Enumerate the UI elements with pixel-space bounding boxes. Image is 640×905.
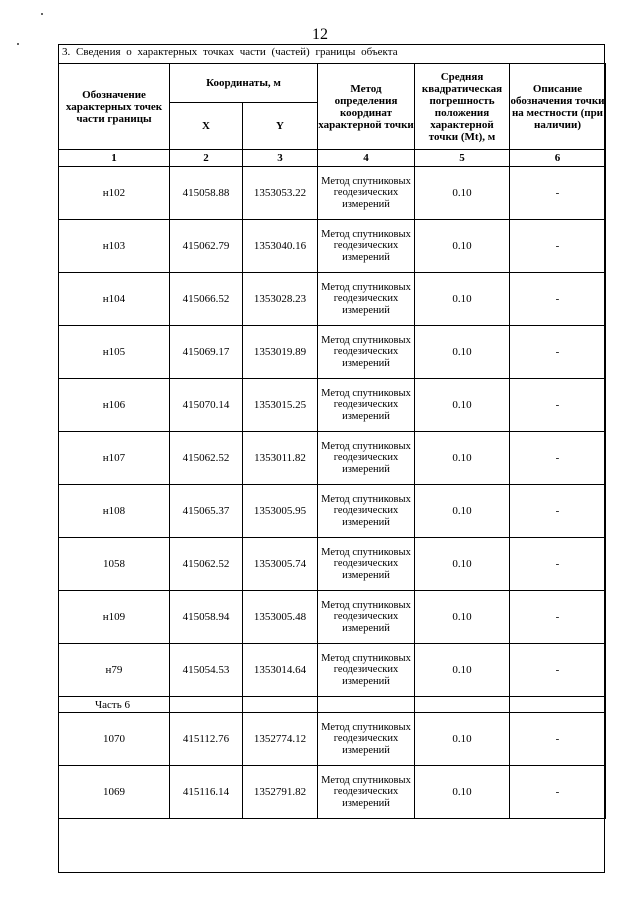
table-row — [59, 379, 606, 432]
method-cell: Метод спутниковых геодезических измерений — [318, 379, 415, 432]
point-designation: н79 — [59, 644, 170, 697]
header-mean-error: Средняя квадратическая погрешность положения характерной точки (Mt), м — [415, 64, 510, 150]
table-row — [59, 538, 606, 591]
method-cell: Метод спутниковых геодезических измерений — [318, 167, 415, 220]
coord-x: 415062.79 — [170, 220, 243, 273]
method-cell: Метод спутниковых геодезических измерений — [318, 766, 415, 819]
header-description: Описание обозначения точки на местности (при наличии) — [510, 64, 606, 150]
description-cell: - — [510, 167, 606, 220]
point-designation: н103 — [59, 220, 170, 273]
table-row — [59, 326, 606, 379]
coord-x: 415069.17 — [170, 326, 243, 379]
coord-y: 1353053.22 — [243, 167, 318, 220]
mean-error: 0.10 — [415, 379, 510, 432]
coord-x: 415070.14 — [170, 379, 243, 432]
mean-error: 0.10 — [415, 485, 510, 538]
point-designation: н108 — [59, 485, 170, 538]
mean-error: 0.10 — [415, 538, 510, 591]
header-coordinates: Координаты, м — [170, 64, 318, 103]
point-designation: н107 — [59, 432, 170, 485]
coord-y: 1353005.95 — [243, 485, 318, 538]
mean-error: 0.10 — [415, 273, 510, 326]
mean-error: 0.10 — [415, 591, 510, 644]
table-row — [59, 167, 606, 220]
method-cell: Метод спутниковых геодезических измерений — [318, 713, 415, 766]
method-cell: Метод спутниковых геодезических измерений — [318, 485, 415, 538]
empty-cell — [510, 697, 606, 713]
description-cell: - — [510, 432, 606, 485]
coord-x: 415065.37 — [170, 485, 243, 538]
point-designation: н102 — [59, 167, 170, 220]
point-designation: 1069 — [59, 766, 170, 819]
description-cell: - — [510, 644, 606, 697]
point-designation: н106 — [59, 379, 170, 432]
coord-x: 415058.94 — [170, 591, 243, 644]
table-row — [59, 432, 606, 485]
empty-cell — [318, 697, 415, 713]
coord-x: 415112.76 — [170, 713, 243, 766]
description-cell: - — [510, 591, 606, 644]
method-cell: Метод спутниковых геодезических измерений — [318, 591, 415, 644]
table-row — [59, 766, 606, 819]
description-cell: - — [510, 485, 606, 538]
point-designation: н105 — [59, 326, 170, 379]
method-cell: Метод спутниковых геодезических измерений — [318, 326, 415, 379]
header-x: X — [170, 103, 243, 150]
header-point-designation: Обозначение характерных точек части границы — [59, 64, 170, 150]
table-row — [59, 220, 606, 273]
mean-error: 0.10 — [415, 644, 510, 697]
column-number: 1 — [59, 150, 170, 167]
mean-error: 0.10 — [415, 167, 510, 220]
method-cell: Метод спутниковых геодезических измерений — [318, 538, 415, 591]
coord-x: 415062.52 — [170, 432, 243, 485]
point-designation: 1070 — [59, 713, 170, 766]
section-title: 3. Сведения о характерных точках части (частей) границы объекта — [62, 46, 398, 58]
coord-x: 415058.88 — [170, 167, 243, 220]
coord-y: 1353005.74 — [243, 538, 318, 591]
table-row — [59, 713, 606, 766]
page-number: 12 — [312, 26, 328, 43]
description-cell: - — [510, 220, 606, 273]
description-cell: - — [510, 713, 606, 766]
column-number: 3 — [243, 150, 318, 167]
method-cell: Метод спутниковых геодезических измерений — [318, 220, 415, 273]
coord-y: 1353015.25 — [243, 379, 318, 432]
table-row — [59, 644, 606, 697]
mean-error: 0.10 — [415, 713, 510, 766]
method-cell: Метод спутниковых геодезических измерений — [318, 432, 415, 485]
point-designation: 1058 — [59, 538, 170, 591]
coord-y: 1353011.82 — [243, 432, 318, 485]
table-row — [59, 485, 606, 538]
mean-error: 0.10 — [415, 766, 510, 819]
table-row — [59, 273, 606, 326]
description-cell: - — [510, 273, 606, 326]
empty-cell — [415, 697, 510, 713]
coord-y: 1353028.23 — [243, 273, 318, 326]
scan-speck — [41, 13, 43, 15]
column-number: 5 — [415, 150, 510, 167]
mean-error: 0.10 — [415, 220, 510, 273]
description-cell: - — [510, 379, 606, 432]
column-number: 6 — [510, 150, 606, 167]
description-cell: - — [510, 538, 606, 591]
header-y: Y — [243, 103, 318, 150]
method-cell: Метод спутниковых геодезических измерений — [318, 644, 415, 697]
table-row — [59, 591, 606, 644]
column-number: 2 — [170, 150, 243, 167]
coord-y: 1353040.16 — [243, 220, 318, 273]
point-designation: н109 — [59, 591, 170, 644]
description-cell: - — [510, 766, 606, 819]
empty-cell — [170, 697, 243, 713]
coord-y: 1352791.82 — [243, 766, 318, 819]
point-designation: н104 — [59, 273, 170, 326]
boundary-points-table — [58, 63, 606, 819]
mean-error: 0.10 — [415, 326, 510, 379]
coord-y: 1353005.48 — [243, 591, 318, 644]
coord-x: 415054.53 — [170, 644, 243, 697]
header-method: Метод определения координат характерной точки — [318, 64, 415, 150]
empty-cell — [243, 697, 318, 713]
method-cell: Метод спутниковых геодезических измерений — [318, 273, 415, 326]
coord-y: 1353014.64 — [243, 644, 318, 697]
column-number: 4 — [318, 150, 415, 167]
coord-y: 1352774.12 — [243, 713, 318, 766]
coord-y: 1353019.89 — [243, 326, 318, 379]
coord-x: 415062.52 — [170, 538, 243, 591]
description-cell: - — [510, 326, 606, 379]
coord-x: 415066.52 — [170, 273, 243, 326]
part-label: Часть 6 — [59, 697, 170, 713]
coord-x: 415116.14 — [170, 766, 243, 819]
mean-error: 0.10 — [415, 432, 510, 485]
